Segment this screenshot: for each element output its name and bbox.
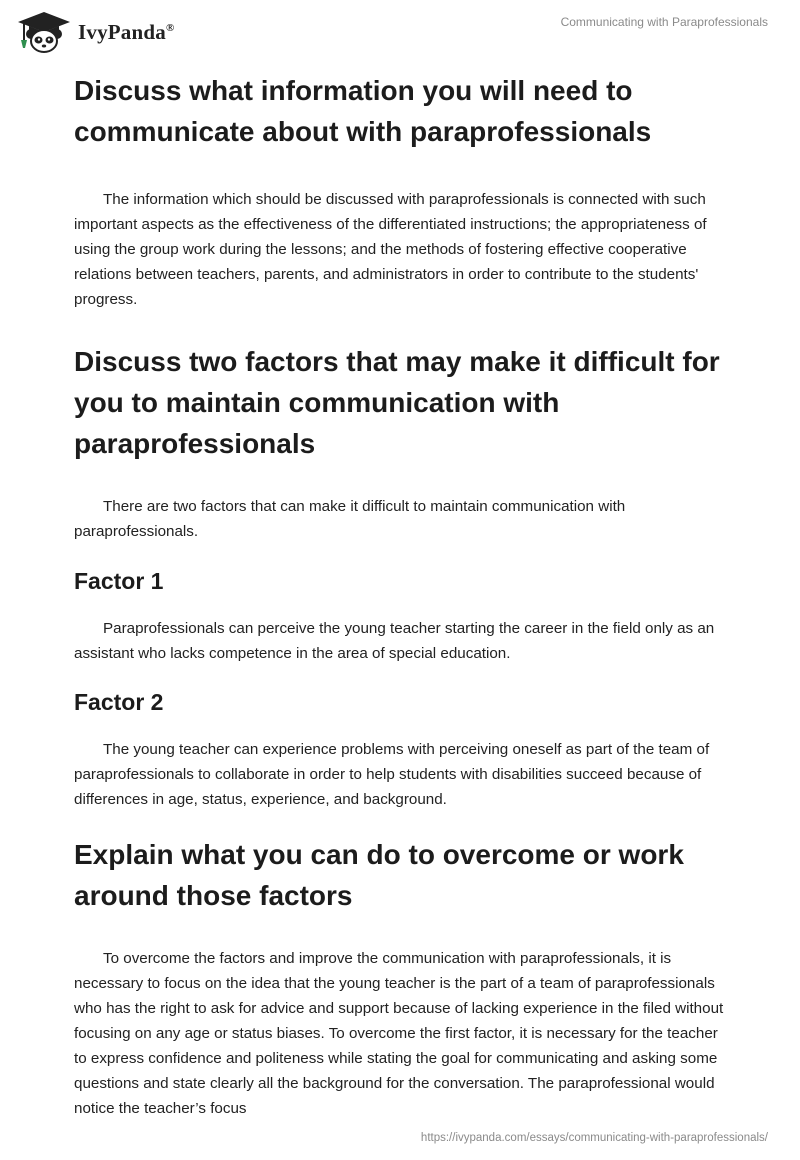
section-paragraph-factor-1: Paraprofessionals can perceive the young teacher starting the career in the field only as an assistant who lacks competence in the area of special education. (74, 620, 715, 662)
section-paragraph-factor-2: The young teacher can experience problems with perceiving oneself as part of the team of paraprofessionals to collaborate in order to help students with disabilities succeed because of differences in age, status, experience, and background. (74, 741, 710, 808)
section-heading-overcome: Explain what you can do to overcome or work around those factors (74, 839, 684, 911)
section-paragraph-two-factors: There are two factors that can make it difficult to maintain communication with paraprofessionals. (74, 498, 626, 540)
section-paragraph-information: The information which should be discussed with paraprofessionals is connected with such important aspects as the effectiveness of the differentiated instructions; the appropriateness of using the group work during the lessons; and the methods of fostering effective cooperative relations between teachers, parents, and administrators in order to contribute to the students' progress. (74, 191, 707, 308)
document-title: Communicating with Paraprofessionals (560, 15, 768, 29)
brand-name: IvyPanda® (78, 19, 175, 44)
page-header (0, 0, 800, 66)
section-heading-factor-1: Factor 1 (74, 568, 164, 594)
section-heading-two-factors: Discuss two factors that may make it difficult for you to maintain communication with paraprofessionals (74, 346, 720, 459)
section-heading-factor-2: Factor 2 (74, 689, 164, 715)
section-heading-information: Discuss what information you will need to communicate about with paraprofessionals (74, 75, 652, 147)
section-paragraph-overcome: To overcome the factors and improve the communication with paraprofessionals, it is necessary to focus on the idea that the young teacher is the part of a team of paraprofessionals who has the right to ask for advice and support because of lacking experience in the filed without focusing on any age or status biases. To overcome the first factor, it is necessary for the teacher to express confidence and politeness while stating the goal for communicating and asking some questions and state clearly all the background for the conversation. The paraprofessional would notice the teacher’s focus (74, 950, 724, 1117)
essay-content (74, 70, 729, 1121)
panda-graduate-icon (14, 10, 72, 54)
source-url-link[interactable]: https://ivypanda.com/essays/communicating-with-paraprofessionals/ (420, 1132, 768, 1144)
ivypanda-logo-link[interactable] (14, 10, 174, 54)
